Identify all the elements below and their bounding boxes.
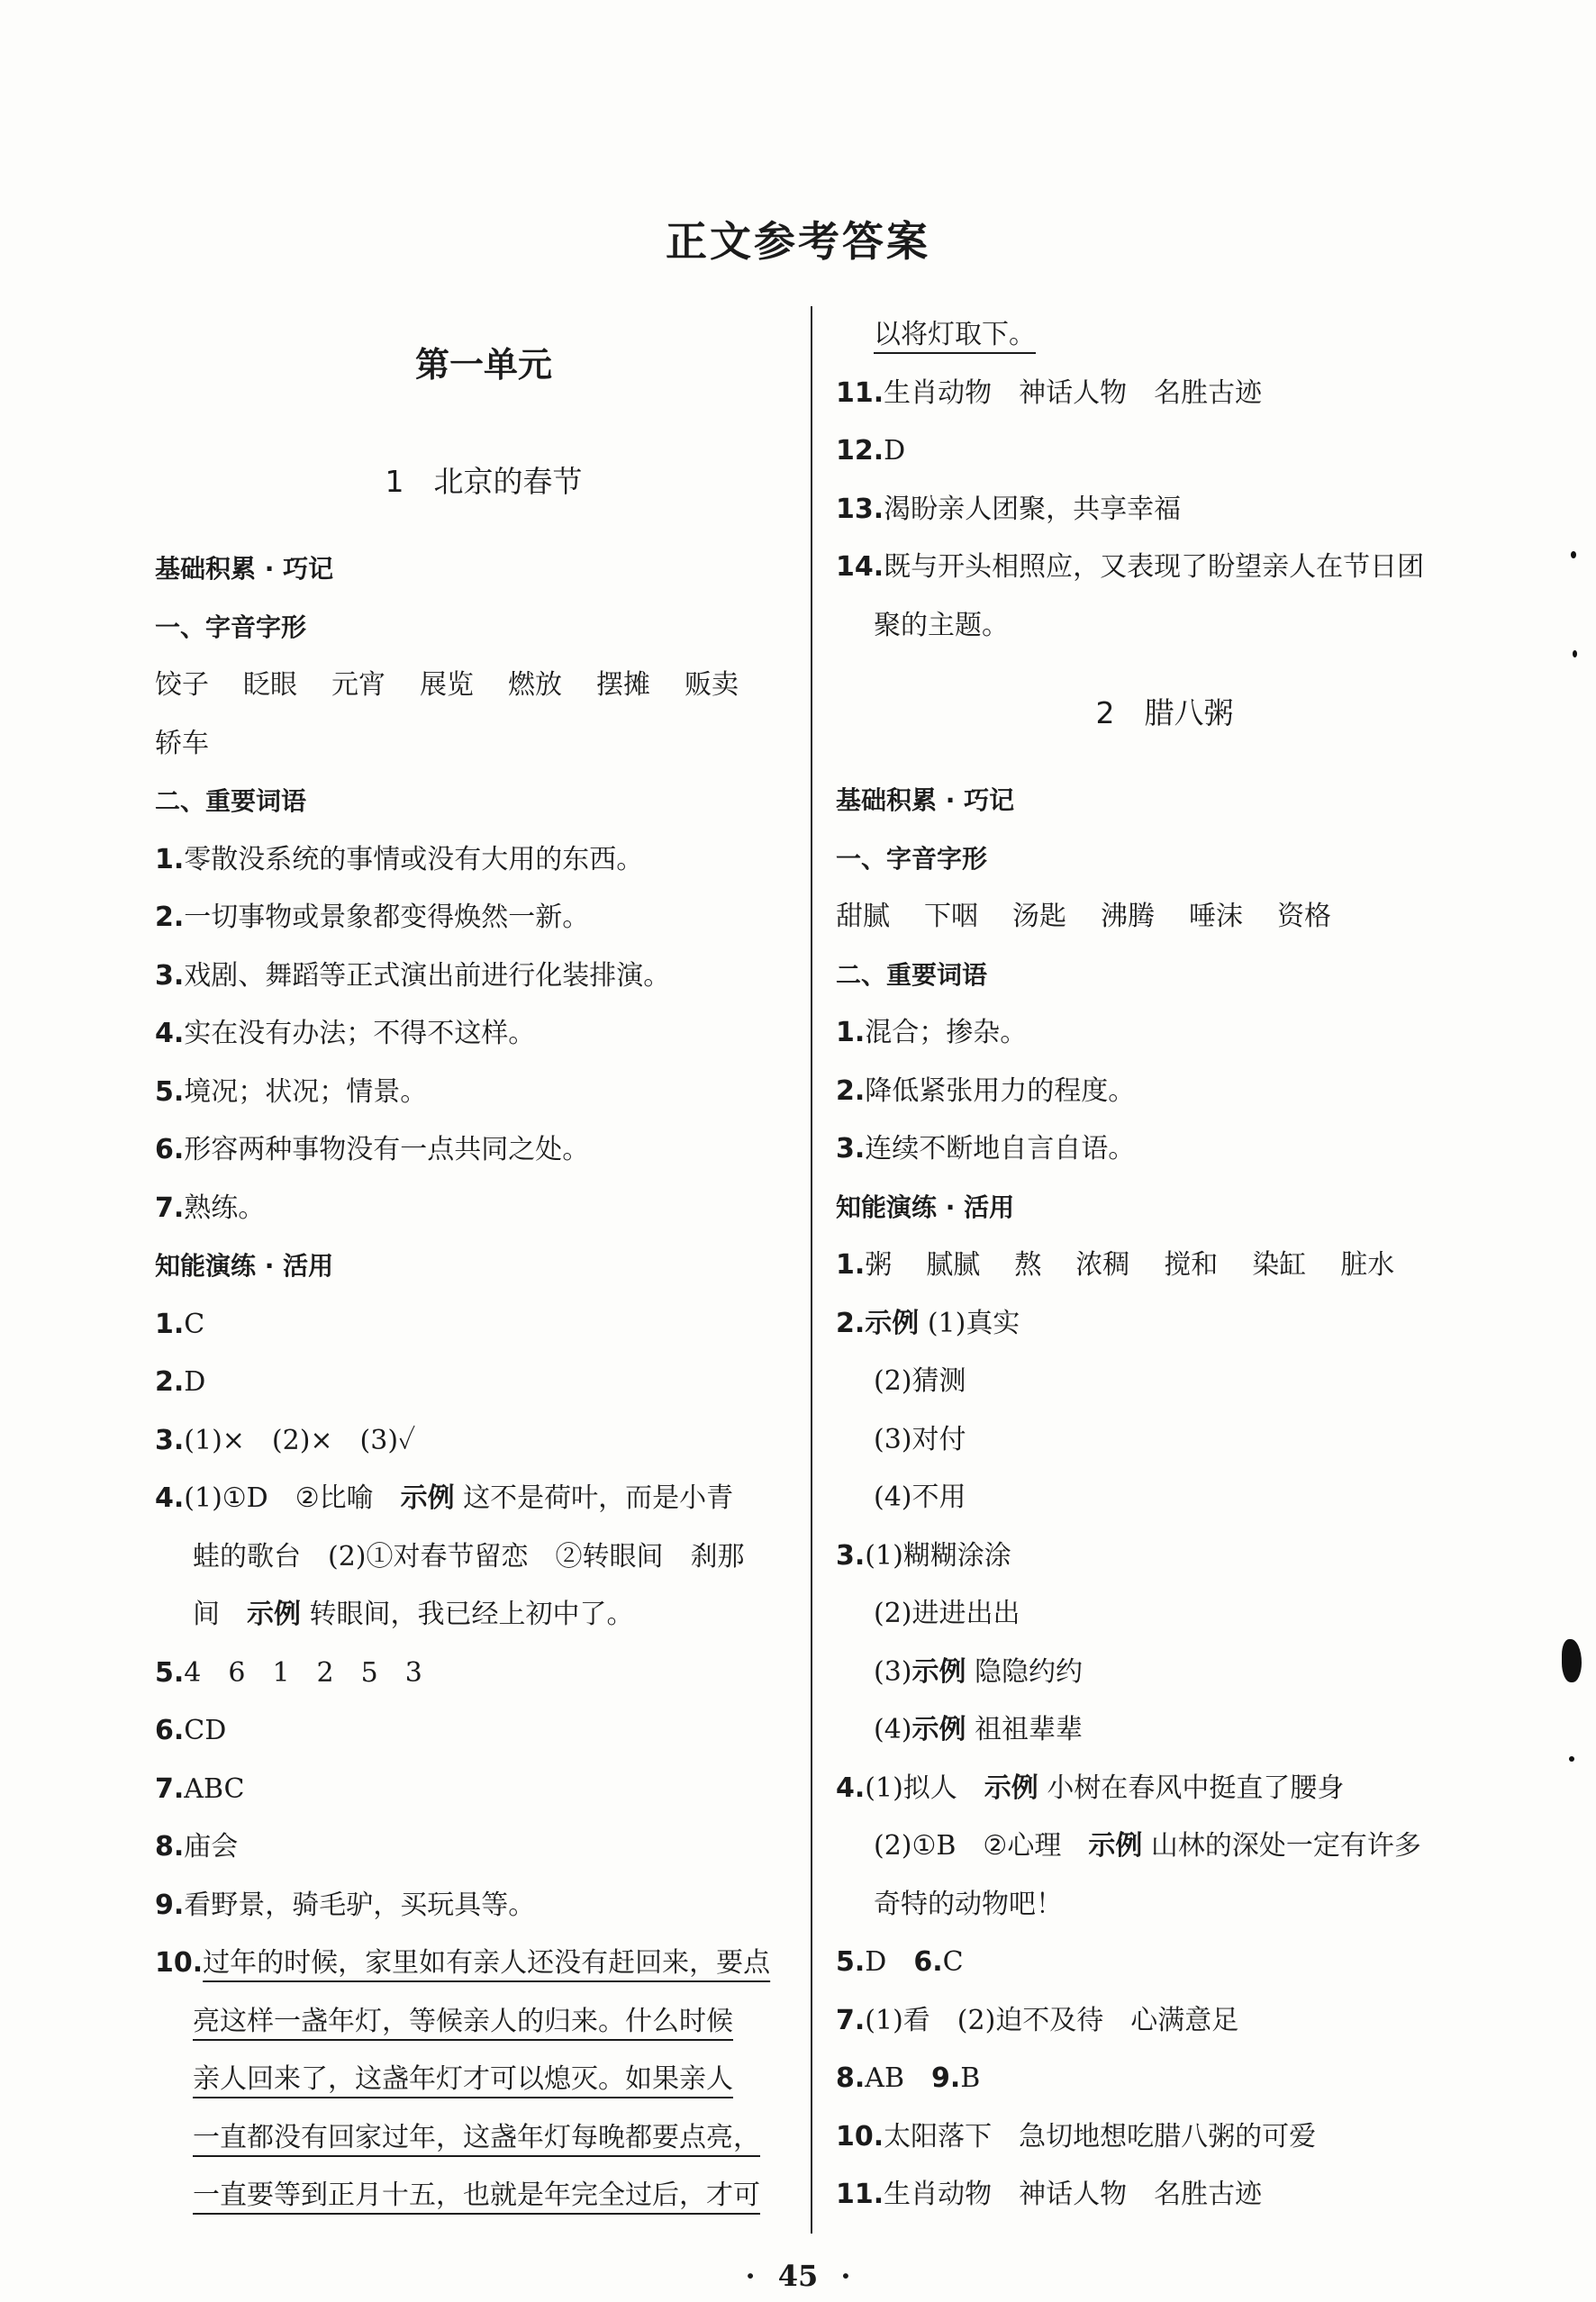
scan-mark — [1573, 650, 1577, 657]
answer-item: 5.4 6 1 2 5 3 — [155, 1656, 422, 1689]
answer-item: 1.粥 腻腻 熬 浓稠 搅和 染缸 脏水 — [836, 1237, 1493, 1295]
answer-item: 3.(1)糊糊涂涂 — [836, 1539, 1011, 1572]
answer-item: 7.(1)看 (2)迫不及待 心满意足 — [836, 2004, 1239, 2036]
answer-item: 7.ABC — [155, 1772, 245, 1805]
word: 贩卖 — [685, 669, 739, 701]
word: 腻腻 — [926, 1249, 981, 1281]
word: 粥 — [865, 1249, 893, 1281]
answer-cont: (3)示例 隐隐约约 — [874, 1655, 1084, 1688]
answer-cont: (2)猜测 — [874, 1365, 966, 1397]
answer-item: 1.C — [155, 1308, 205, 1340]
answer-item: 12.D — [836, 435, 906, 467]
page-title: 正文参考答案 — [666, 217, 930, 266]
word: 脏水 — [1340, 1249, 1395, 1281]
answer-cont: 以将灯取下。 — [874, 319, 1036, 350]
unit-title: 第一单元 — [414, 345, 552, 385]
lesson-title-2: 2 腊八粥 — [1095, 695, 1234, 730]
sub-heading: 二、重要词语 — [836, 959, 988, 990]
answer-item: 9.看野景，骑毛驴，买玩具等。 — [155, 1889, 536, 1921]
word-list — [836, 888, 1493, 947]
word: 展览 — [420, 669, 474, 701]
answer-item: 4.(1)①D ②比喻 示例 这不是荷叶，而是小青 — [155, 1482, 734, 1514]
word: 唾沫 — [1189, 901, 1243, 932]
answer-cont: 蛙的歌台 (2)①对春节留恋 ②转眼间 刹那 — [193, 1540, 745, 1572]
answer-item: 2.D — [155, 1366, 206, 1398]
answer-item: 14.既与开头相照应，又表现了盼望亲人在节日团 — [836, 551, 1425, 583]
word: 下咽 — [924, 901, 978, 932]
answer-item: 6.形容两种事物没有一点共同之处。 — [155, 1134, 590, 1165]
answer-item: 5.境况；状况；情景。 — [155, 1075, 428, 1108]
section-heading: 知能演练 · 活用 — [155, 1251, 334, 1281]
word: 熬 — [1014, 1249, 1042, 1281]
section-heading: 知能演练 · 活用 — [836, 1192, 1015, 1222]
answer-cont: (2)进进出出 — [874, 1598, 1020, 1629]
answer-item: 2.一切事物或景象都变得焕然一新。 — [155, 902, 590, 933]
page-number: 45 — [777, 2259, 819, 2293]
answer-item: 7.熟练。 — [155, 1192, 266, 1224]
page-footer — [0, 2259, 1596, 2293]
answer-cont: (3)对付 — [874, 1423, 966, 1455]
scan-mark — [1569, 1756, 1574, 1762]
scan-mark — [1571, 551, 1576, 558]
word: 元宵 — [331, 669, 385, 701]
word: 摆摊 — [596, 669, 650, 701]
answer-item: 10.太阳落下 急切地想吃腊八粥的可爱 — [836, 2120, 1317, 2152]
answer-item: 8.AB 9.B — [836, 2062, 981, 2094]
answer-item: 6.CD — [155, 1715, 227, 1746]
sub-heading: 一、字音字形 — [836, 843, 988, 874]
word: 燃放 — [508, 669, 562, 701]
lesson-title-1: 1 北京的春节 — [385, 464, 583, 499]
answer-cont: 一直要等到正月十五，也就是年完全过后，才可 — [193, 2180, 760, 2211]
answer-cont: 间 示例 转眼间，我已经上初中了。 — [193, 1599, 634, 1630]
word-list-cont: 轿车 — [155, 727, 209, 759]
answer-item: 13.渴盼亲人团聚，共享幸福 — [836, 493, 1182, 525]
answer-item: 4.实在没有办法；不得不这样。 — [155, 1018, 536, 1049]
answer-item: 4.(1)拟人 示例 小树在春风中挺直了腰身 — [836, 1772, 1345, 1804]
left-column — [155, 306, 812, 2225]
footer-dot: · — [745, 2259, 756, 2293]
section-heading: 基础积累 · 巧记 — [836, 785, 1015, 815]
word: 搅和 — [1164, 1249, 1219, 1281]
word: 饺子 — [155, 669, 209, 701]
sub-heading: 一、字音字形 — [155, 612, 307, 642]
word: 沸腾 — [1101, 901, 1155, 932]
word: 甜腻 — [836, 901, 890, 932]
scan-mark — [1562, 1639, 1582, 1682]
answer-cont: (4)不用 — [874, 1482, 966, 1513]
word: 眨眼 — [243, 669, 297, 701]
word-list — [155, 657, 812, 715]
answer-cont: 亲人回来了，这盏年灯才可以熄灭。如果亲人 — [193, 2063, 733, 2095]
answer-cont: 聚的主题。 — [874, 609, 1009, 641]
right-column — [836, 306, 1493, 2225]
answer-item: 5.D 6.C — [836, 1946, 964, 1978]
word: 染缸 — [1252, 1249, 1307, 1281]
answer-cont: 一直都没有回家过年，这盏年灯每晚都要点亮， — [193, 2121, 760, 2153]
word: 资格 — [1277, 901, 1331, 932]
answer-cont: (4)示例 祖祖辈辈 — [874, 1714, 1084, 1745]
answer-item: 1.混合；掺杂。 — [836, 1017, 1028, 1048]
answer-cont: 奇特的动物吧！ — [874, 1888, 1063, 1920]
answer-cont: 亮这样一盏年灯，等候亲人的归来。什么时候 — [193, 2005, 733, 2037]
section-heading: 基础积累 · 巧记 — [155, 554, 334, 584]
word: 汤匙 — [1012, 901, 1066, 932]
answer-item: 3.戏剧、舞蹈等正式演出前进行化装排演。 — [155, 959, 671, 992]
answer-item: 1.零散没系统的事情或没有大用的东西。 — [155, 843, 644, 875]
sub-heading: 二、重要词语 — [155, 786, 307, 816]
footer-dot: · — [840, 2259, 851, 2293]
answer-item: 3.(1)× (2)× (3)✓ — [155, 1424, 416, 1456]
answer-item: 11.生肖动物 神话人物 名胜古迹 — [836, 376, 1263, 409]
answer-item: 2.降低紧张用力的程度。 — [836, 1074, 1136, 1107]
answer-item: 8.庙会 — [155, 1831, 239, 1862]
answer-item: 10.过年的时候，家里如有亲人还没有赶回来，要点 — [155, 1947, 771, 1979]
word: 浓稠 — [1075, 1249, 1130, 1281]
answer-item: 3.连续不断地自言自语。 — [836, 1133, 1136, 1165]
answer-cont: (2)①B ②心理 示例 山林的深处一定有许多 — [874, 1830, 1421, 1862]
answer-item: 2.示例 (1)真实 — [836, 1307, 1020, 1339]
answer-item: 11.生肖动物 神话人物 名胜古迹 — [836, 2179, 1263, 2210]
